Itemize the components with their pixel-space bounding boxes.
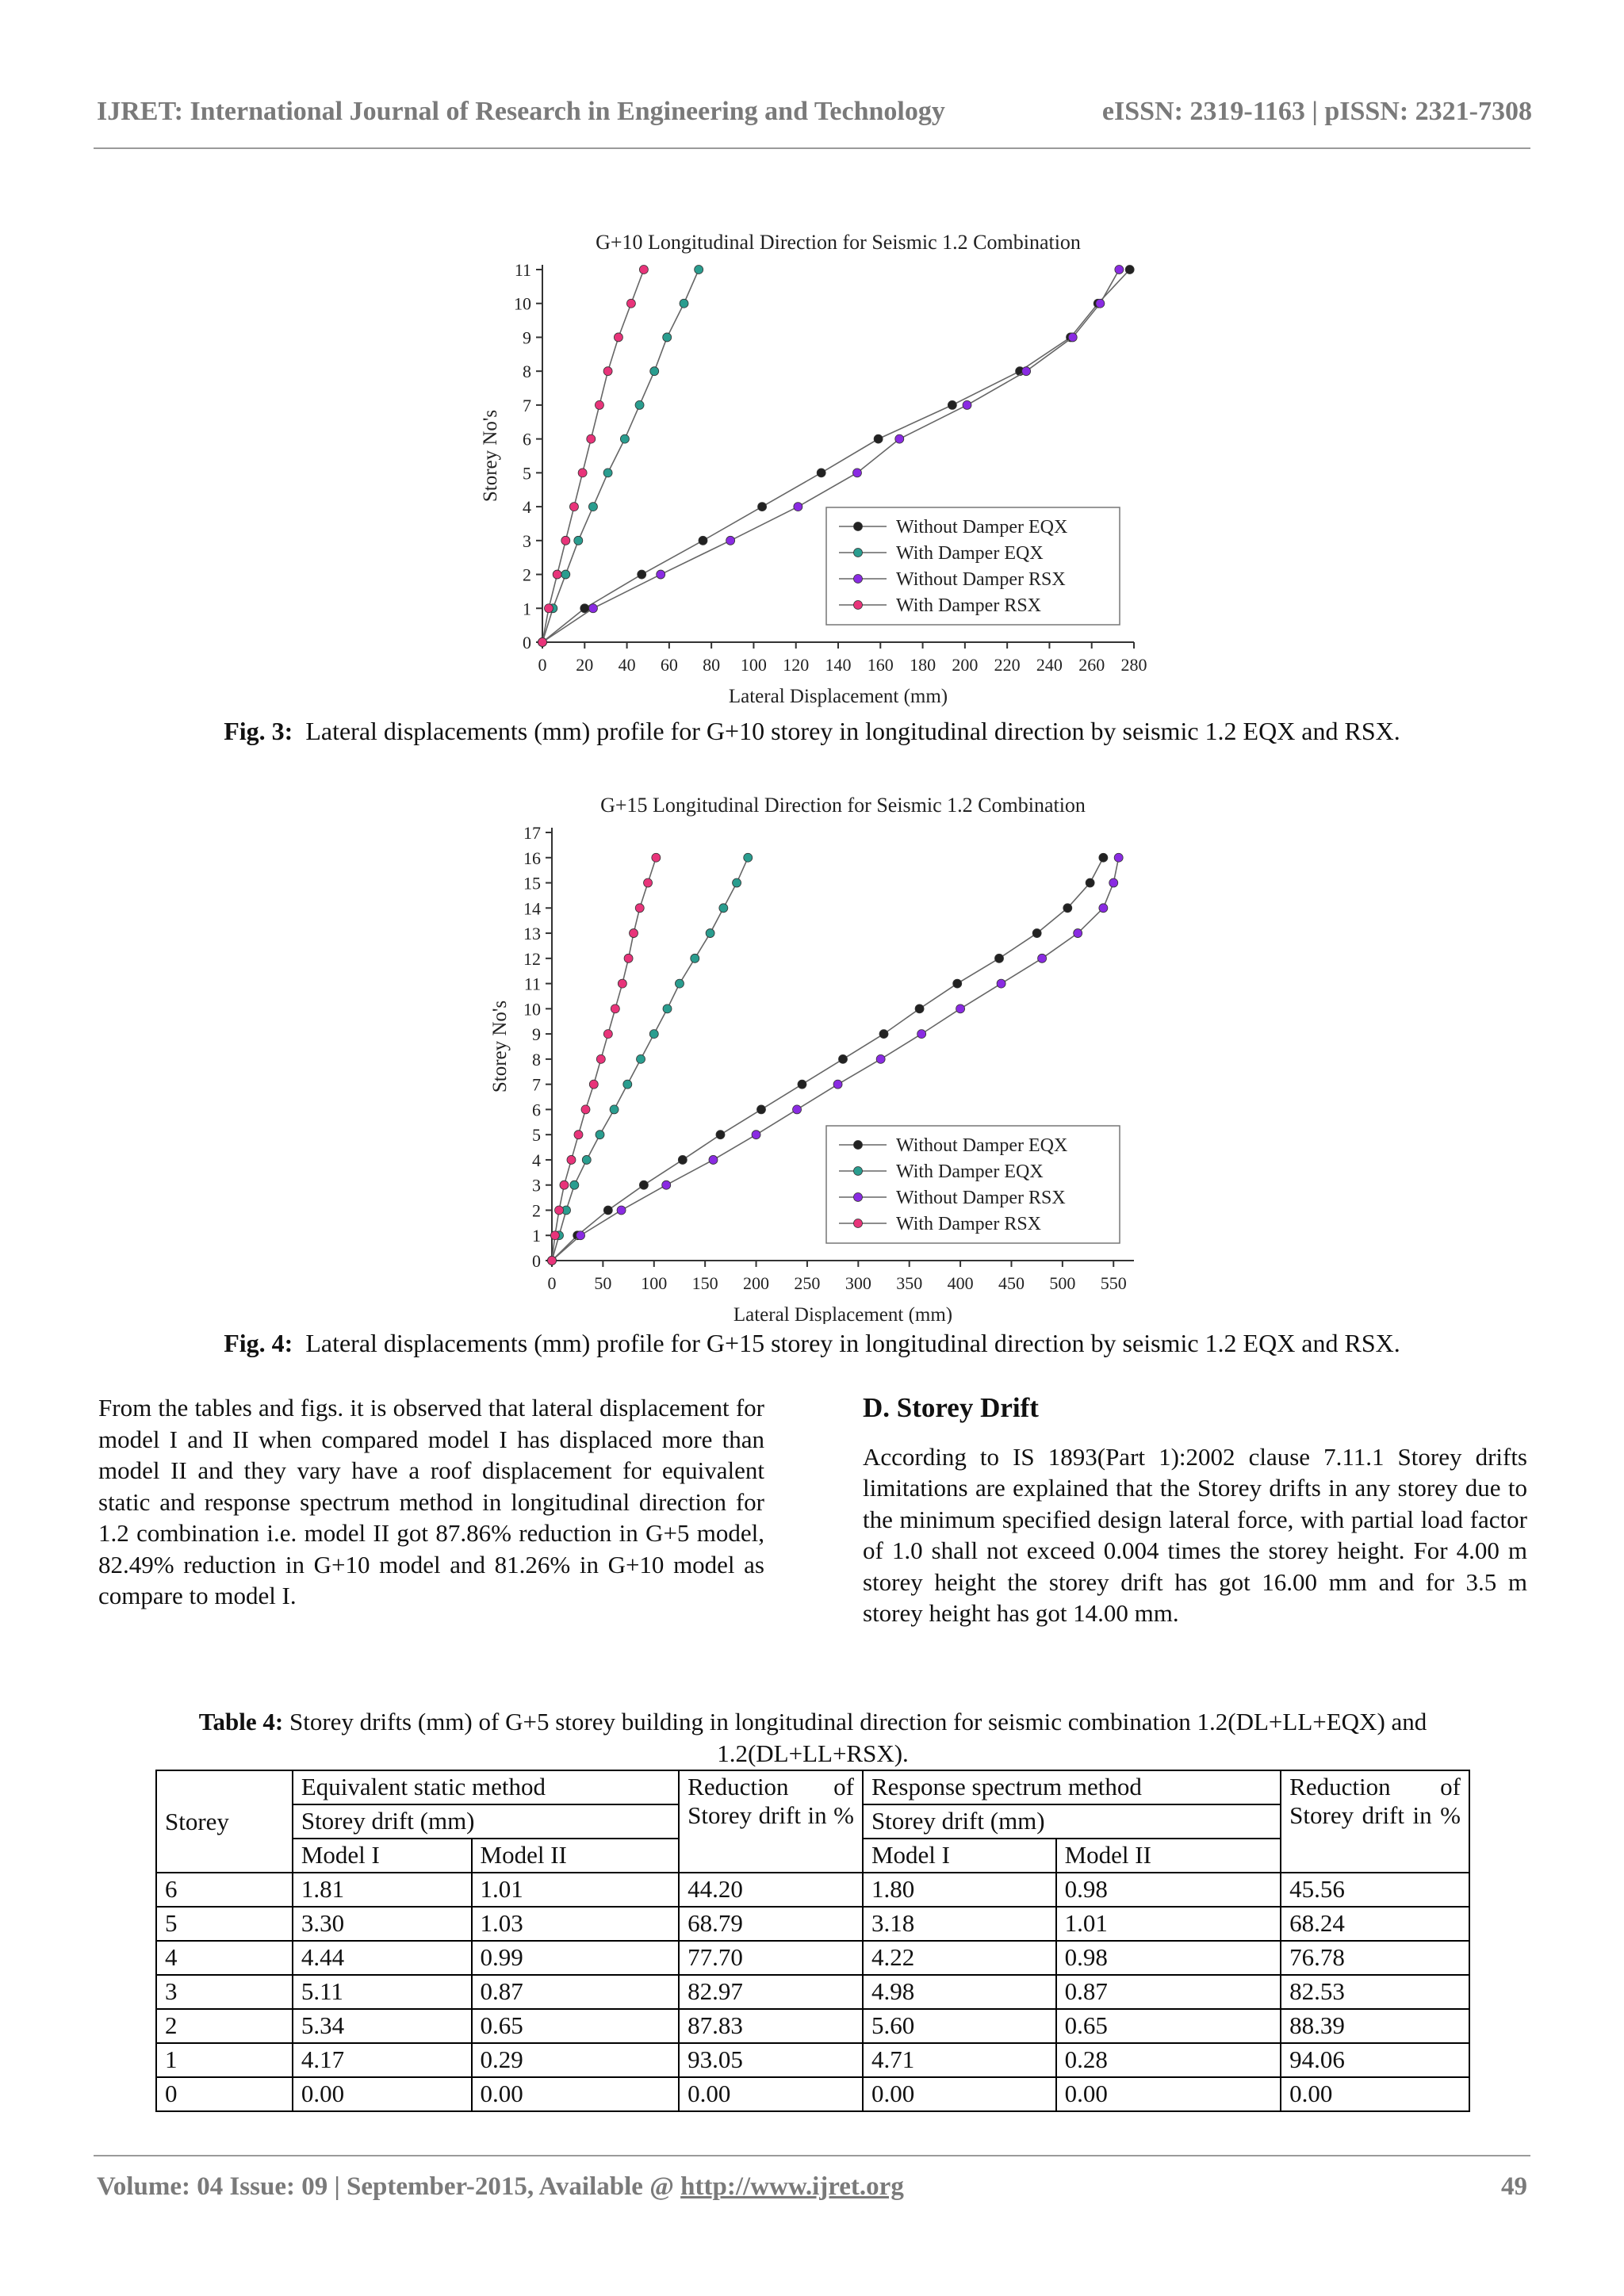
figure-3-chart (476, 184, 1158, 715)
cell-rs-reduction: 68.24 (1281, 1907, 1469, 1941)
y-tick-label: 0 (532, 1251, 541, 1271)
cell-storey: 0 (156, 2077, 293, 2111)
cell-rs-reduction: 88.39 (1281, 2009, 1469, 2043)
data-point (719, 904, 728, 913)
table-row (156, 1941, 1469, 1975)
x-tick-label: 200 (952, 655, 979, 675)
data-point (611, 1004, 619, 1013)
cell-rs-reduction: 76.78 (1281, 1941, 1469, 1975)
storey-drift-table (155, 1770, 1470, 2112)
x-tick-label: 50 (594, 1273, 612, 1293)
cell-eq-model2: 1.03 (472, 1907, 680, 1941)
header-model1-rs: Model I (863, 1839, 1056, 1873)
cell-eq-model1: 5.34 (293, 2009, 472, 2043)
cell-eq-model2: 0.87 (472, 1975, 680, 2009)
table-row (156, 1907, 1469, 1941)
y-tick-label: 3 (532, 1175, 541, 1196)
cell-eq-model1: 1.81 (293, 1873, 472, 1907)
page-header (97, 97, 1532, 127)
data-point (953, 979, 962, 988)
data-point (709, 1155, 718, 1164)
cell-eq-model2: 0.65 (472, 2009, 680, 2043)
data-point (561, 570, 570, 579)
cell-eq-model1: 4.44 (293, 1941, 472, 1975)
data-point (561, 536, 570, 545)
cell-rs-model2: 0.98 (1056, 1873, 1281, 1907)
table-caption-text: Storey drifts (mm) of G+5 storey building in longitudinal direction for seismic combination 1.2(DL+LL+EQX) and 1.2(DL+LL+RSX). (289, 1708, 1427, 1767)
y-tick-label: 8 (523, 362, 531, 382)
cell-rs-model1: 1.80 (863, 1873, 1056, 1907)
x-tick-label: 300 (845, 1273, 871, 1293)
data-point (635, 400, 644, 409)
cell-eq-model1: 5.11 (293, 1975, 472, 2009)
x-tick-label: 220 (994, 655, 1021, 675)
data-point (630, 929, 638, 938)
cell-rs-model2: 0.65 (1056, 2009, 1281, 2043)
data-point (550, 1231, 559, 1240)
y-tick-label: 7 (532, 1074, 541, 1095)
data-point (589, 1080, 598, 1089)
section-heading: D. Storey Drift (863, 1392, 1039, 1423)
cell-eq-model2: 0.99 (472, 1941, 680, 1975)
cell-rs-reduction: 94.06 (1281, 2043, 1469, 2077)
legend-marker (854, 522, 863, 531)
data-point (553, 570, 561, 579)
table-row (156, 1975, 1469, 2009)
legend-label: Without Damper EQX (896, 1135, 1068, 1156)
data-point (639, 266, 648, 274)
y-tick-label: 6 (532, 1100, 541, 1120)
cell-rs-model2: 1.01 (1056, 1907, 1281, 1941)
y-tick-label: 5 (523, 463, 531, 484)
cell-eq-reduction: 93.05 (679, 2043, 863, 2077)
data-point (1099, 904, 1108, 913)
data-point (699, 536, 707, 545)
table-row (156, 2077, 1469, 2111)
footer-volume-text: Volume: 04 Issue: 09 | September-2015, Available @ (97, 2172, 681, 2201)
data-point (1109, 878, 1118, 887)
x-tick-label: 80 (703, 655, 721, 675)
data-point (695, 266, 703, 274)
cell-rs-model1: 3.18 (863, 1907, 1056, 1941)
data-point (610, 1105, 619, 1114)
caption-text: Lateral displacements (mm) profile for G+15 storey in longitudinal direction by seismic 1.2 EQX and RSX. (305, 1329, 1400, 1357)
data-point (948, 400, 956, 409)
data-point (1099, 853, 1108, 862)
y-tick-label: 16 (523, 848, 541, 868)
data-point (1022, 367, 1031, 376)
cell-rs-model1: 4.71 (863, 2043, 1056, 2077)
legend-label: Without Damper RSX (896, 569, 1066, 590)
caption-label: Fig. 3: (224, 717, 293, 745)
legend-marker (854, 601, 863, 610)
data-point (603, 1030, 612, 1039)
y-tick-label: 10 (523, 999, 541, 1020)
cell-eq-reduction: 87.83 (679, 2009, 863, 2043)
y-tick-label: 15 (523, 873, 541, 894)
right-column (863, 1392, 1527, 1629)
caption-label: Fig. 4: (224, 1329, 293, 1357)
data-point (578, 469, 587, 477)
figure-4-caption (94, 1329, 1530, 1358)
cell-eq-reduction: 77.70 (679, 1941, 863, 1975)
table-row (156, 2043, 1469, 2077)
x-tick-label: 100 (740, 655, 767, 675)
data-point (635, 904, 644, 913)
data-point (675, 979, 684, 988)
data-point (626, 299, 635, 308)
x-tick-label: 160 (867, 655, 894, 675)
header-reduction-eq: Reduction of Storey drift in % (679, 1770, 863, 1873)
x-axis-label: Lateral Displacement (mm) (728, 686, 948, 707)
chart-title: G+15 Longitudinal Direction for Seismic 1.2 Combination (600, 794, 1086, 817)
page-number: 49 (1501, 2172, 1527, 2201)
data-point (588, 503, 597, 511)
cell-rs-model2: 0.98 (1056, 1941, 1281, 1975)
y-tick-label: 1 (523, 599, 531, 619)
data-point (839, 1054, 848, 1063)
y-tick-label: 4 (523, 497, 531, 518)
y-tick-label: 1 (532, 1226, 541, 1246)
data-point (614, 333, 622, 342)
header-reduction-rs: Reduction of Storey drift in % (1281, 1770, 1469, 1873)
x-tick-label: 500 (1049, 1273, 1076, 1293)
y-tick-label: 10 (514, 293, 531, 314)
x-tick-label: 250 (794, 1273, 821, 1293)
data-point (582, 1155, 591, 1164)
cell-rs-model1: 4.22 (863, 1941, 1056, 1975)
cell-rs-reduction: 82.53 (1281, 1975, 1469, 2009)
x-tick-label: 280 (1120, 655, 1147, 675)
x-tick-label: 150 (691, 1273, 718, 1293)
cell-eq-reduction: 82.97 (679, 1975, 863, 2009)
data-point (915, 1004, 924, 1013)
data-point (995, 954, 1004, 962)
data-point (663, 1004, 672, 1013)
x-tick-label: 120 (783, 655, 810, 675)
chart-g15 (476, 785, 1158, 1324)
data-point (567, 1155, 576, 1164)
y-axis-label: Storey No's (480, 409, 501, 503)
cell-storey: 2 (156, 2009, 293, 2043)
legend-label: Without Damper RSX (896, 1188, 1066, 1208)
data-point (603, 469, 612, 477)
data-point (956, 1004, 965, 1013)
data-point (639, 1181, 648, 1189)
data-point (680, 299, 688, 308)
legend-marker (854, 1193, 863, 1202)
table-caption (111, 1706, 1515, 1770)
data-point (963, 400, 971, 409)
data-point (595, 400, 603, 409)
data-point (817, 469, 825, 477)
data-point (644, 878, 653, 887)
data-point (1125, 266, 1134, 274)
data-point (726, 536, 735, 545)
data-point (895, 434, 904, 443)
x-tick-label: 0 (538, 655, 547, 675)
footer-divider (94, 2155, 1530, 2156)
cell-rs-model2: 0.00 (1056, 2077, 1281, 2111)
cell-eq-model2: 0.00 (472, 2077, 680, 2111)
data-point (1115, 266, 1124, 274)
data-point (652, 853, 661, 862)
data-point (588, 604, 597, 613)
y-tick-label: 4 (532, 1150, 541, 1170)
cell-eq-reduction: 44.20 (679, 1873, 863, 1907)
y-tick-label: 12 (523, 948, 541, 969)
data-point (624, 954, 633, 962)
cell-rs-reduction: 0.00 (1281, 2077, 1469, 2111)
cell-rs-model2: 0.28 (1056, 2043, 1281, 2077)
journal-title: IJRET: International Journal of Research in Engineering and Technology (97, 97, 945, 126)
data-point (1096, 299, 1105, 308)
legend-marker (854, 1141, 863, 1150)
data-point (1038, 954, 1047, 962)
x-tick-label: 260 (1078, 655, 1105, 675)
data-point (706, 929, 714, 938)
series-line (542, 270, 644, 642)
data-point (874, 434, 883, 443)
data-point (649, 1030, 658, 1039)
footer-volume (97, 2172, 904, 2202)
chart-g10 (476, 184, 1158, 715)
data-point (678, 1155, 687, 1164)
cell-storey: 1 (156, 2043, 293, 2077)
data-point (1063, 904, 1072, 913)
x-tick-label: 240 (1036, 655, 1063, 675)
data-point (548, 1257, 557, 1265)
data-point (733, 878, 741, 887)
x-tick-label: 200 (743, 1273, 770, 1293)
y-tick-label: 3 (523, 530, 531, 551)
cell-eq-reduction: 0.00 (679, 2077, 863, 2111)
cell-storey: 3 (156, 1975, 293, 2009)
chart-title: G+10 Longitudinal Direction for Seismic 1.2 Combination (596, 231, 1081, 254)
data-point (716, 1131, 725, 1139)
data-point (596, 1054, 605, 1063)
legend-label: With Damper EQX (896, 543, 1044, 564)
y-tick-label: 2 (523, 564, 531, 585)
y-tick-label: 2 (532, 1200, 541, 1221)
data-point (793, 1105, 802, 1114)
series-line (552, 858, 748, 1261)
x-tick-label: 350 (896, 1273, 923, 1293)
body-paragraph: According to IS 1893(Part 1):2002 clause 7.11.1 Storey drifts limitations are explained that the Storey drifts in any storey due to the minimum specified design lateral force, with partial load factor of 1.0 shall not exceed 0.004 times the storey height. For 4.00 m storey height the storey drift has got 16.00 mm and for 3.5 m storey height has got 14.00 mm. (863, 1442, 1527, 1627)
x-tick-label: 100 (641, 1273, 668, 1293)
y-tick-label: 11 (514, 260, 531, 280)
data-point (638, 570, 646, 579)
header-divider (94, 147, 1530, 149)
table-label: Table 4: (198, 1708, 284, 1735)
data-point (917, 1030, 926, 1039)
figure-4-chart (476, 785, 1158, 1324)
issn: eISSN: 2319-1163 | pISSN: 2321-7308 (1101, 97, 1532, 126)
page-footer (97, 2172, 1527, 2202)
y-tick-label: 9 (523, 327, 531, 348)
caption-text: Lateral displacements (mm) profile for G+10 storey in longitudinal direction by seismic 1.2 EQX and RSX. (305, 717, 1400, 745)
header-storey-drift-rs: Storey drift (mm) (863, 1804, 1281, 1839)
header-storey-drift-eq: Storey drift (mm) (293, 1804, 679, 1839)
cell-eq-model1: 0.00 (293, 2077, 472, 2111)
cell-rs-model1: 5.60 (863, 2009, 1056, 2043)
y-tick-label: 13 (523, 924, 541, 944)
data-point (876, 1054, 885, 1063)
data-point (618, 979, 626, 988)
journal-link[interactable]: http://www.ijret.org (680, 2172, 904, 2201)
table-row (156, 1873, 1469, 1907)
cell-storey: 6 (156, 1873, 293, 1907)
y-tick-label: 9 (532, 1024, 541, 1045)
x-tick-label: 0 (547, 1273, 557, 1293)
data-point (997, 979, 1005, 988)
header-rs-method: Response spectrum method (863, 1770, 1281, 1804)
x-tick-label: 140 (825, 655, 852, 675)
y-tick-label: 6 (523, 429, 531, 450)
data-point (637, 1054, 645, 1063)
y-tick-label: 8 (532, 1049, 541, 1070)
table-row (156, 2009, 1469, 2043)
legend-marker (854, 575, 863, 584)
cell-storey: 4 (156, 1941, 293, 1975)
data-point (544, 604, 553, 613)
x-tick-label: 180 (910, 655, 936, 675)
data-point (587, 434, 596, 443)
cell-eq-model1: 3.30 (293, 1907, 472, 1941)
data-point (538, 638, 547, 647)
legend-label: With Damper RSX (896, 595, 1042, 616)
data-point (574, 536, 583, 545)
y-tick-label: 11 (523, 974, 541, 994)
data-point (574, 1131, 583, 1139)
data-point (555, 1206, 564, 1215)
x-tick-label: 550 (1100, 1273, 1127, 1293)
legend-marker (854, 1219, 863, 1228)
cell-eq-model2: 1.01 (472, 1873, 680, 1907)
cell-eq-reduction: 68.79 (679, 1907, 863, 1941)
data-point (657, 570, 665, 579)
x-axis-label: Lateral Displacement (mm) (733, 1304, 953, 1324)
data-point (663, 333, 672, 342)
x-tick-label: 400 (947, 1273, 974, 1293)
data-point (603, 367, 612, 376)
legend-marker (854, 1167, 863, 1176)
cell-eq-model1: 4.17 (293, 2043, 472, 2077)
header-model1-eq: Model I (293, 1839, 472, 1873)
data-point (570, 1181, 579, 1189)
data-point (569, 503, 578, 511)
data-point (794, 503, 802, 511)
legend-label: With Damper RSX (896, 1214, 1042, 1234)
cell-rs-reduction: 45.56 (1281, 1873, 1469, 1907)
cell-rs-model1: 4.98 (863, 1975, 1056, 2009)
data-point (758, 503, 767, 511)
data-point (833, 1080, 842, 1089)
body-paragraph: From the tables and figs. it is observed that lateral displacement for model I and II when compared model I has displaced more than model II and they vary have a roof displacement for equivalent static and response spectrum method in longitudinal direction for 1.2 combination i.e. model II got 87.86% reduction in G+5 model, 82.49% reduction in G+10 model and 81.26% in G+10 model as compare to model I. (98, 1394, 764, 1609)
legend-marker (854, 549, 863, 557)
data-point (623, 1080, 632, 1089)
data-point (576, 1231, 585, 1240)
data-point (620, 434, 629, 443)
data-point (1068, 333, 1077, 342)
y-tick-label: 14 (523, 898, 541, 919)
data-point (691, 954, 699, 962)
x-tick-label: 60 (660, 655, 678, 675)
data-point (1074, 929, 1082, 938)
header-model2-rs: Model II (1056, 1839, 1281, 1873)
y-tick-label: 7 (523, 395, 531, 415)
header-model2-eq: Model II (472, 1839, 680, 1873)
data-point (662, 1181, 671, 1189)
legend-label: With Damper EQX (896, 1161, 1044, 1182)
left-column (98, 1392, 764, 1612)
x-tick-label: 40 (618, 655, 636, 675)
data-point (744, 853, 753, 862)
data-point (650, 367, 659, 376)
y-tick-label: 5 (532, 1125, 541, 1146)
figure-3-caption (94, 717, 1530, 746)
y-tick-label: 17 (523, 823, 541, 843)
data-point (879, 1030, 888, 1039)
data-point (1032, 929, 1041, 938)
data-point (603, 1206, 612, 1215)
data-point (581, 1105, 590, 1114)
data-point (1114, 853, 1123, 862)
header-eq-method: Equivalent static method (293, 1770, 679, 1804)
cell-rs-model1: 0.00 (863, 2077, 1056, 2111)
table-body (156, 1873, 1469, 2111)
y-tick-label: 0 (523, 633, 531, 652)
data-point (852, 469, 861, 477)
cell-storey: 5 (156, 1907, 293, 1941)
data-point (752, 1131, 760, 1139)
cell-rs-model2: 0.87 (1056, 1975, 1281, 2009)
data-point (560, 1181, 569, 1189)
table-header-row (156, 1770, 1469, 1804)
data-point (1086, 878, 1094, 887)
data-point (756, 1105, 765, 1114)
header-storey: Storey (156, 1770, 293, 1873)
x-tick-label: 20 (576, 655, 594, 675)
cell-eq-model2: 0.29 (472, 2043, 680, 2077)
y-axis-label: Storey No's (489, 1000, 511, 1093)
data-point (798, 1080, 806, 1089)
data-point (617, 1206, 626, 1215)
x-tick-label: 450 (998, 1273, 1025, 1293)
data-point (596, 1131, 604, 1139)
legend-label: Without Damper EQX (896, 517, 1068, 538)
